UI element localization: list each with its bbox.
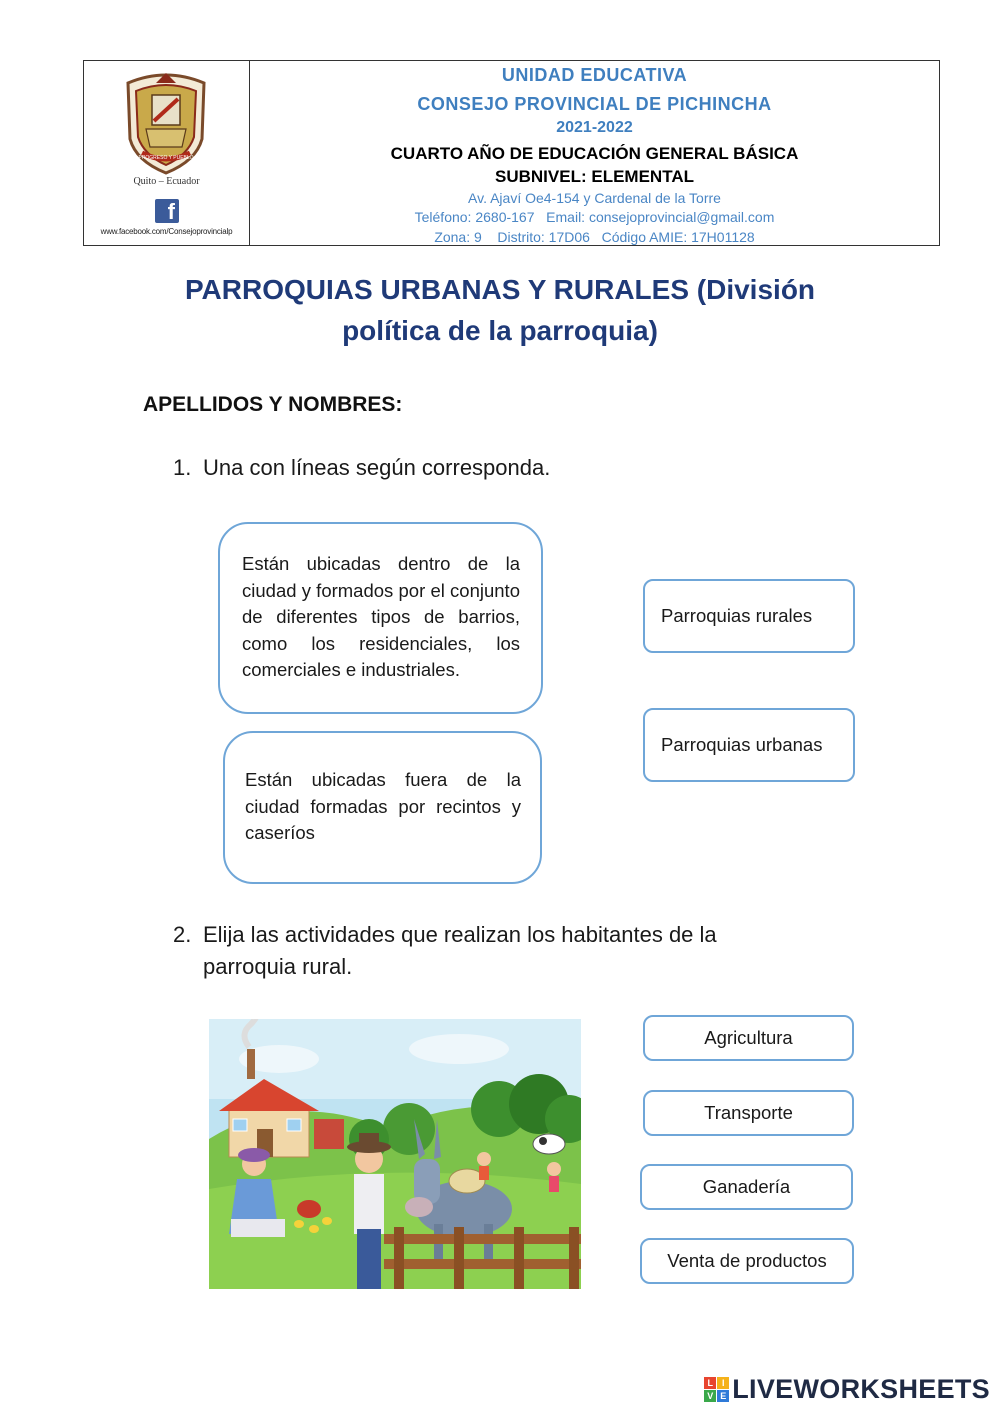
school-name-line1: UNIDAD EDUCATIVA (501, 65, 688, 85)
school-codes: Zona: 9 Distrito: 17D06 Código AMIE: 17H01128 (434, 229, 755, 245)
farm-scene-illustration (209, 1019, 581, 1289)
school-address: Av. Ajaví Oe4-154 y Cardenal de la Torre (468, 190, 721, 206)
question2-number: 2. (173, 922, 192, 947)
school-contact: Teléfono: 2680-167 Email: consejoprovincial@gmail.com (414, 209, 775, 225)
liveworksheets-brand: LIVEWORKSHEETS (732, 1374, 990, 1404)
facebook-icon[interactable]: f (155, 199, 179, 223)
description-text-rural: Están ubicadas fuera de la ciudad formadas por recintos y caseríos (245, 769, 521, 843)
student-name-label: APELLIDOS Y NOMBRES: (143, 393, 403, 416)
facebook-link[interactable]: www.facebook.com/Consejoprovincialp (100, 227, 233, 236)
description-box-urban[interactable] (218, 522, 543, 714)
crest-motto: PROGRESO Y PUEBLO (138, 155, 194, 161)
question1-number: 1. (173, 455, 192, 480)
description-box-rural[interactable] (223, 731, 542, 884)
option-label: Parroquias rurales (661, 605, 813, 626)
sublevel-label: SUBNIVEL: ELEMENTAL (495, 167, 694, 186)
option-transporte[interactable] (643, 1090, 854, 1136)
school-crest-logo (116, 69, 216, 179)
school-info (250, 61, 939, 245)
option-label: Ganadería (702, 1176, 791, 1197)
option-label: Venta de productos (667, 1250, 827, 1271)
option-parroquias-rurales[interactable] (643, 579, 855, 653)
option-venta-de-productos[interactable] (640, 1238, 854, 1284)
option-label: Parroquias urbanas (661, 734, 823, 755)
option-parroquias-urbanas[interactable] (643, 708, 855, 782)
school-year: 2021-2022 (556, 119, 633, 136)
option-ganaderia[interactable] (640, 1164, 853, 1210)
school-header (83, 60, 940, 246)
grade-label: CUARTO AÑO DE EDUCACIÓN GENERAL BÁSICA (390, 144, 799, 163)
logo-caption: Quito – Ecuador (133, 176, 200, 187)
badge-letter-i: I (717, 1377, 729, 1389)
page-title-line2: política de la parroquia) (342, 315, 658, 346)
badge-letter-v: V (704, 1390, 716, 1402)
option-label: Transporte (704, 1102, 793, 1123)
question2-text-line2: parroquia rural. (203, 954, 353, 979)
badge-letter-e: E (717, 1390, 729, 1402)
logo-cell (84, 61, 250, 245)
question2-text-line1: Elija las actividades que realizan los habitantes de la (203, 922, 717, 947)
school-name-line2: CONSEJO PROVINCIAL DE PICHINCHA (417, 94, 772, 114)
liveworksheets-logo[interactable] (704, 1374, 990, 1405)
option-agricultura[interactable] (643, 1015, 854, 1061)
option-label: Agricultura (704, 1027, 793, 1048)
page-title-line1: PARROQUIAS URBANAS Y RURALES (División (184, 274, 816, 305)
description-text-urban: Están ubicadas dentro de la ciudad y formados por el conjunto de diferentes tipos de barrios, como los residenciales, los comerciales e industriales. (242, 553, 520, 680)
badge-letter-l: L (704, 1377, 716, 1389)
question1-text: Una con líneas según corresponda. (203, 455, 551, 480)
liveworksheets-badge-icon (704, 1377, 729, 1402)
